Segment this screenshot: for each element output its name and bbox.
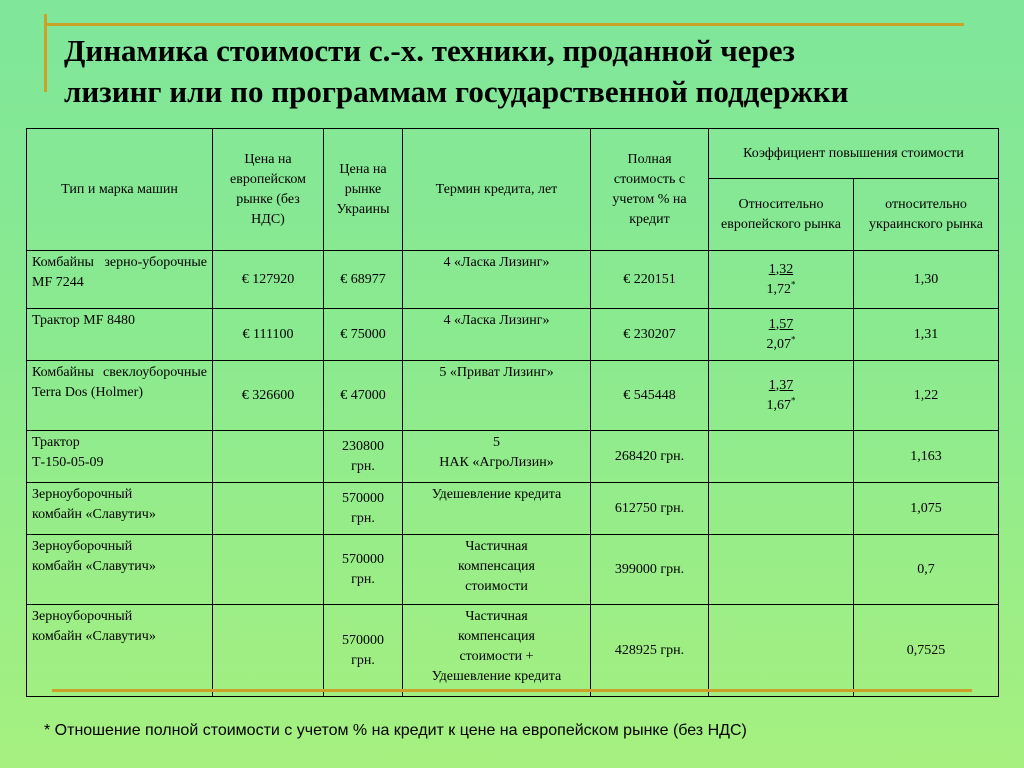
- header-type: Тип и марка машин: [27, 129, 213, 251]
- decor-bottom-line: [52, 689, 972, 692]
- cell-coef-eu: [709, 431, 854, 483]
- decor-top-line: [44, 23, 964, 26]
- cell-type: Трактор Т-150-05-09: [27, 431, 213, 483]
- coef-eu-value: 1,32: [768, 261, 794, 277]
- header-ua-price: Цена на рынке Украины: [324, 129, 403, 251]
- cell-type: Трактор MF 8480: [27, 309, 213, 361]
- cell-full-cost: € 545448: [591, 361, 709, 431]
- cell-coef-ua: 1,22: [854, 361, 999, 431]
- cell-full-cost: € 220151: [591, 251, 709, 309]
- table-row: [27, 251, 999, 309]
- cell-full-cost: 428925 грн.: [591, 605, 709, 697]
- cell-eu-price: € 127920: [213, 251, 324, 309]
- cell-eu-price: [213, 483, 324, 535]
- cell-coef-eu: [709, 483, 854, 535]
- coef-eu-value: 1,37: [768, 377, 794, 393]
- cell-type: Комбайны свеклоуборочные Terra Dos (Holmer): [27, 361, 213, 431]
- cell-ua-price: 570000 грн.: [324, 483, 403, 535]
- coef-eu-mark: *: [791, 333, 796, 344]
- cell-term: Частичная компенсация стоимости: [403, 535, 591, 605]
- cell-term: 5 «Приват Лизинг»: [403, 361, 591, 431]
- cell-coef-ua: 1,30: [854, 251, 999, 309]
- cell-type: Зерноуборочный комбайн «Славутич»: [27, 483, 213, 535]
- cell-coef-ua: 0,7525: [854, 605, 999, 697]
- cell-type: Зерноуборочный комбайн «Славутич»: [27, 605, 213, 697]
- coef-eu-value: 1,57: [768, 316, 794, 332]
- cell-type: Зерноуборочный комбайн «Славутич»: [27, 535, 213, 605]
- cell-coef-ua: 1,163: [854, 431, 999, 483]
- slide-title: Динамика стоимости с.-х. техники, проданной через лизинг или по программам государственной поддержки: [64, 33, 849, 109]
- coef-eu-mark: *: [791, 394, 796, 405]
- cell-term: Удешевление кредита: [403, 483, 591, 535]
- cell-ua-price: 570000 грн.: [324, 605, 403, 697]
- table-row: [27, 361, 999, 431]
- cell-term: 5 НАК «АгроЛизин»: [403, 431, 591, 483]
- cell-coef-ua: 1,31: [854, 309, 999, 361]
- cell-coef-eu: [709, 361, 854, 431]
- table-row: [27, 535, 999, 605]
- cell-term: 4 «Ласка Лизинг»: [403, 251, 591, 309]
- cell-term: 4 «Ласка Лизинг»: [403, 309, 591, 361]
- header-coefficient: Коэффициент повышения стоимости: [709, 129, 999, 179]
- coef-eu-ratio: 2,07: [766, 336, 791, 352]
- cell-ua-price: € 75000: [324, 309, 403, 361]
- header-term: Термин кредита, лет: [403, 129, 591, 251]
- cell-ua-price: € 68977: [324, 251, 403, 309]
- cell-ua-price: 230800 грн.: [324, 431, 403, 483]
- header-full-cost: Полная стоимость с учетом % на кредит: [591, 129, 709, 251]
- cell-full-cost: 268420 грн.: [591, 431, 709, 483]
- header-eu-price: Цена на европейском рынке (без НДС): [213, 129, 324, 251]
- table-row: [27, 605, 999, 697]
- cell-type: Комбайны зерно-уборочные MF 7244: [27, 251, 213, 309]
- cell-coef-ua: 0,7: [854, 535, 999, 605]
- cell-eu-price: [213, 431, 324, 483]
- coef-eu-ratio: 1,67: [766, 397, 791, 413]
- header-coef-ua: относительно украинского рынка: [854, 179, 999, 251]
- cell-coef-eu: [709, 309, 854, 361]
- coef-eu-mark: *: [791, 278, 796, 289]
- cell-eu-price: € 111100: [213, 309, 324, 361]
- cell-eu-price: [213, 605, 324, 697]
- table-row: [27, 309, 999, 361]
- cell-coef-eu: [709, 605, 854, 697]
- cell-term: Частичная компенсация стоимости + Удешевление кредита: [403, 605, 591, 697]
- cell-coef-ua: 1,075: [854, 483, 999, 535]
- leasing-cost-table: [26, 128, 999, 697]
- cell-full-cost: 399000 грн.: [591, 535, 709, 605]
- header-coef-eu: Относительно европейского рынка: [709, 179, 854, 251]
- table-row: [27, 483, 999, 535]
- cell-eu-price: [213, 535, 324, 605]
- cell-ua-price: € 47000: [324, 361, 403, 431]
- cell-eu-price: € 326600: [213, 361, 324, 431]
- cell-full-cost: 612750 грн.: [591, 483, 709, 535]
- cell-ua-price: 570000 грн.: [324, 535, 403, 605]
- table-row: [27, 431, 999, 483]
- cell-coef-eu: [709, 251, 854, 309]
- footnote: * Отношение полной стоимости с учетом % на кредит к цене на европейском рынке (без НДС): [44, 722, 747, 739]
- cell-coef-eu: [709, 535, 854, 605]
- coef-eu-ratio: 1,72: [766, 281, 791, 297]
- cell-full-cost: € 230207: [591, 309, 709, 361]
